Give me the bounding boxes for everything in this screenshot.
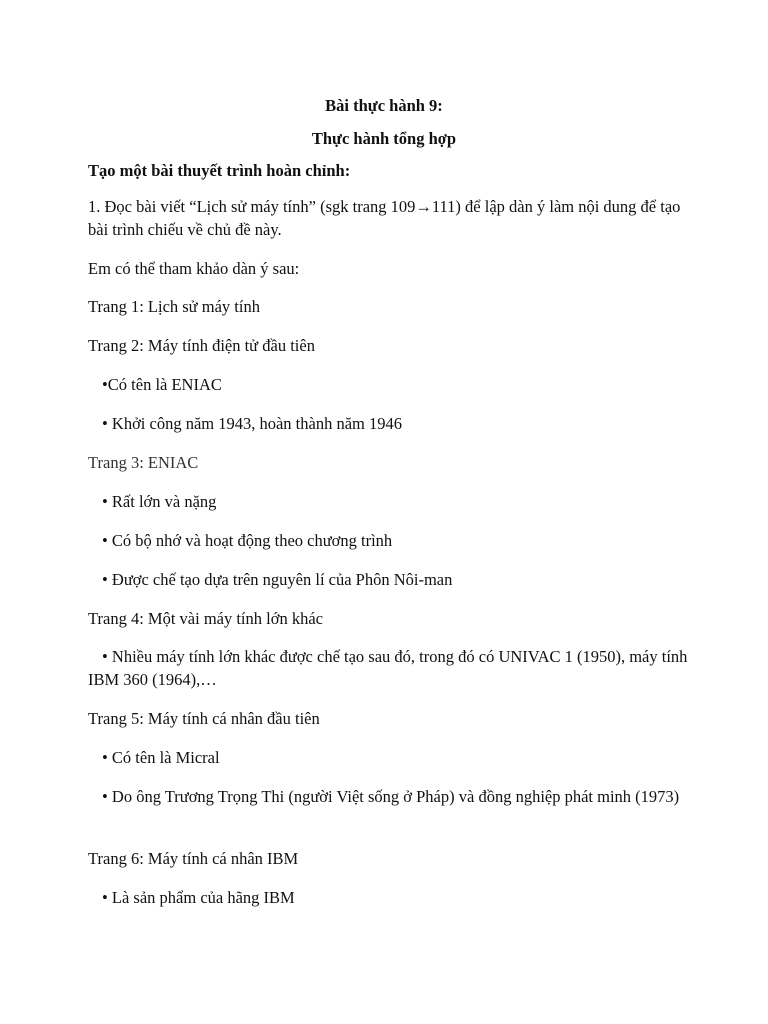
slide-5-title: Trang 5: Máy tính cá nhân đầu tiên [88,709,320,728]
slide-3-bullet-2: • Có bộ nhớ và hoạt động theo chương trình [102,531,393,550]
slide-3-title: Trang 3: ENIAC [88,453,199,472]
slide-1-title: Trang 1: Lịch sử máy tính [88,297,260,316]
section-heading: Tạo một bài thuyết trình hoàn chỉnh: [88,161,351,180]
slide-6-bullet-1: • Là sản phẩm của hãng IBM [102,888,295,907]
intro-paragraph: 1. Đọc bài viết “Lịch sử máy tính” (sgk trang 109→111) để lập dàn ý làm nội dung để tạo bài trình chiếu về chủ đề này. [88,197,681,239]
slide-5-bullet-1: • Có tên là Micral [102,748,220,767]
slide-4-bullet-1: • Nhiều máy tính lớn khác được chế tạo sau đó, trong đó có UNIVAC 1 (1950), máy tính IBM 360 (1964),… [88,647,688,689]
slide-4-title: Trang 4: Một vài máy tính lớn khác [88,609,323,628]
slide-2-title: Trang 2: Máy tính điện tử đầu tiên [88,336,315,355]
slide-2-bullet-1: •Có tên là ENIAC [102,375,222,394]
slide-2-bullet-2: • Khởi công năm 1943, hoàn thành năm 1946 [102,414,402,433]
slide-3-bullet-1: • Rất lớn và nặng [102,492,217,511]
document-subtitle: Thực hành tổng hợp [311,129,457,148]
slide-6-title: Trang 6: Máy tính cá nhân IBM [88,849,299,868]
document-title: Bài thực hành 9: [325,96,443,115]
slide-5-bullet-2: • Do ông Trương Trọng Thi (người Việt sống ở Pháp) và đồng nghiệp phát minh (1973) [102,787,680,806]
outline-intro: Em có thể tham khảo dàn ý sau: [88,259,300,278]
slide-3-bullet-3: • Được chế tạo dựa trên nguyên lí của Phôn Nôi-man [102,570,453,589]
